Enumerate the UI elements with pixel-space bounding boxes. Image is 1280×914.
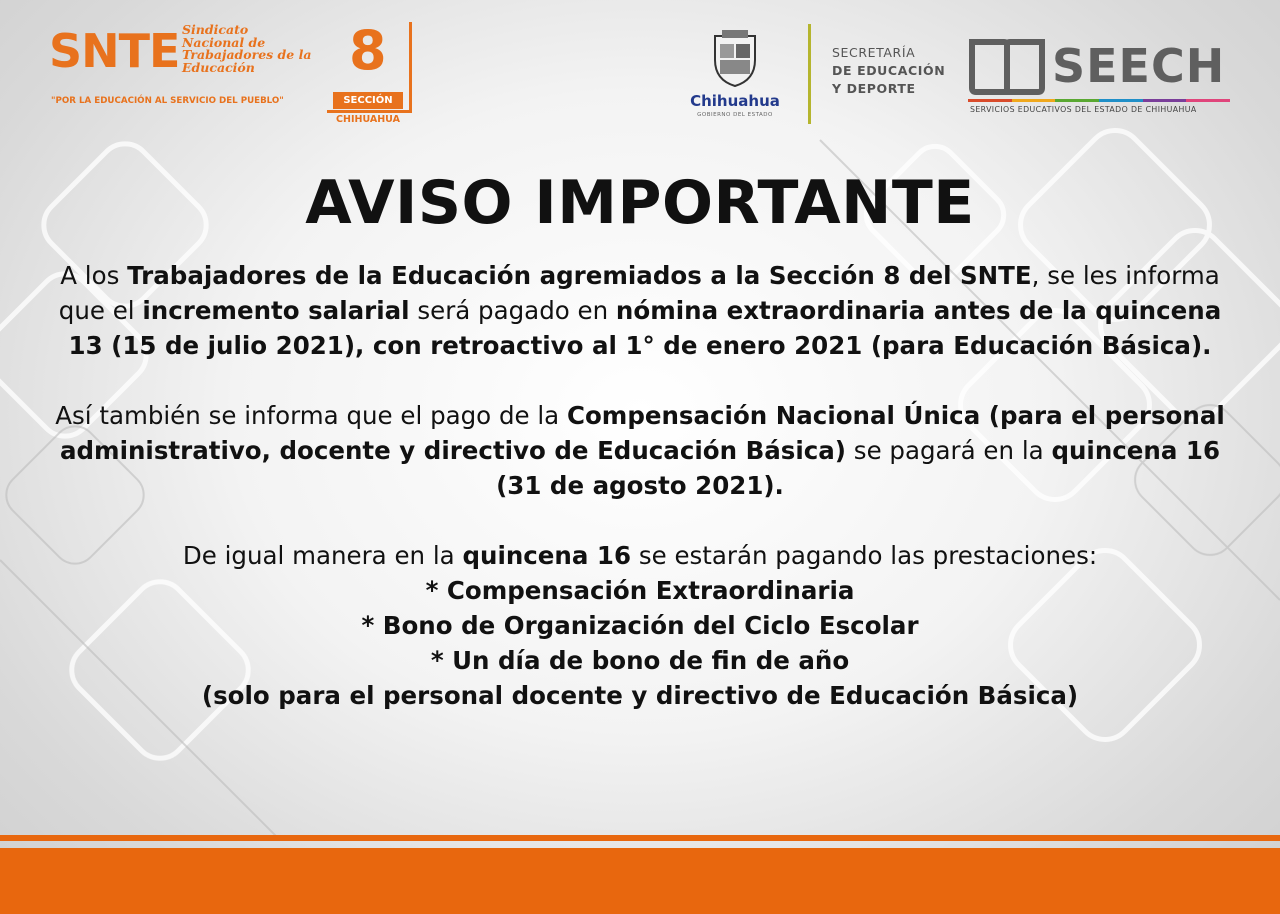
book-icon [968, 36, 1046, 96]
snte-name-line: Sindicato [182, 22, 249, 37]
seccion-city: CHIHUAHUA [336, 114, 400, 125]
footer-bar [0, 848, 1280, 914]
snte-name [182, 24, 322, 74]
chihuahua-logo [680, 28, 795, 128]
benefit-item [40, 573, 1240, 608]
seech-logo [968, 36, 1238, 121]
snte-name-line: Nacional de [182, 34, 266, 50]
coat-of-arms-icon [710, 28, 760, 88]
text-bold: Compensación Nacional Única (para el personal administrativo, docente y directivo de Educación Básica) [59, 401, 1225, 465]
text-bold: (31 de agosto 2021). [496, 471, 784, 500]
text: , se les informa que el [58, 261, 1220, 325]
seech-wordmark: SEECH [1052, 39, 1226, 93]
secretaria-line3: Y DEPORTE [832, 81, 916, 96]
stripe-segment [968, 99, 1012, 102]
paragraph-compensation [40, 398, 1240, 503]
text-bold: quincena 16 [462, 541, 632, 570]
header-divider [808, 24, 811, 124]
text-bold: (solo para el personal docente y directivo de Educación Básica) [201, 681, 1079, 710]
text: se pagará en la [846, 436, 1052, 465]
spacer [40, 503, 1240, 538]
snte-mark-text: SNTE [49, 24, 180, 78]
text-bold: quincena 16 [1051, 436, 1220, 465]
seccion-number: 8 [349, 19, 387, 82]
secretaria-line2: DE EDUCACIÓN [832, 63, 946, 78]
snte-name-line: Educación [182, 59, 255, 75]
stripe-segment [1186, 99, 1230, 102]
benefit-item [40, 643, 1240, 678]
text: De igual manera en la [182, 541, 463, 570]
footer-line [0, 835, 1280, 841]
text-bold: nómina extraordinaria antes de la quincena 13 (15 de julio 2021), con retroactivo al 1° de enero 2021 (para Educación Básica). [68, 296, 1222, 360]
seccion-label: SECCIÓN [333, 92, 403, 109]
paragraph-salary [40, 258, 1240, 363]
spacer [40, 363, 1240, 398]
text: se estarán pagando las prestaciones: [631, 541, 1098, 570]
stripe-segment [1143, 99, 1187, 102]
text-bold: Trabajadores de la Educación agremiados a la Sección 8 del SNTE [127, 261, 1032, 290]
benefit-item [40, 608, 1240, 643]
notice-title: AVISO IMPORTANTE [305, 168, 975, 238]
notice-body [40, 258, 1240, 713]
paragraph-benefits [40, 538, 1240, 573]
text-bold: * Compensación Extraordinaria [425, 576, 855, 605]
seech-color-stripe [968, 99, 1230, 102]
text: A los [60, 261, 128, 290]
snte-mark [49, 24, 179, 78]
chihuahua-name: Chihuahua [690, 92, 780, 110]
snte-name-line: Trabajadores de la [182, 47, 312, 62]
snte-logo [45, 18, 435, 133]
secretaria-logo-text [832, 44, 945, 98]
text: será pagado en [409, 296, 616, 325]
stripe-segment [1012, 99, 1056, 102]
text-bold: * Un día de bono de fin de año [430, 646, 850, 675]
secretaria-line1: SECRETARÍA [832, 45, 916, 60]
benefit-note [40, 678, 1240, 713]
snte-slogan: "POR LA EDUCACIÓN AL SERVICIO DEL PUEBLO" [51, 96, 284, 106]
stripe-segment [1055, 99, 1099, 102]
header [0, 0, 1280, 135]
text-bold: incremento salarial [142, 296, 410, 325]
chihuahua-sub: GOBIERNO DEL ESTADO [697, 112, 773, 118]
text: Así también se informa que el pago de la [55, 401, 567, 430]
stripe-segment [1099, 99, 1143, 102]
seech-subtitle: SERVICIOS EDUCATIVOS DEL ESTADO DE CHIHUAHUA [970, 105, 1197, 114]
text-bold: * Bono de Organización del Ciclo Escolar [361, 611, 919, 640]
